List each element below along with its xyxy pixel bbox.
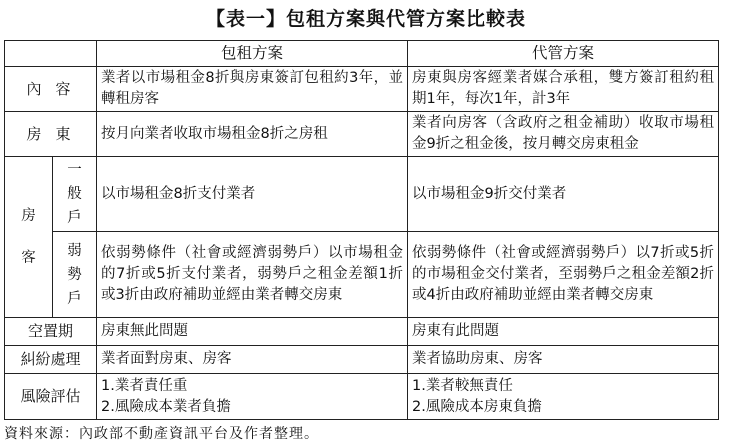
header-lease-plan: 包租方案	[97, 41, 408, 67]
risk-management-line: 2.風險成本房東負擔	[412, 398, 542, 415]
table-row	[5, 232, 719, 318]
risk-management-line: 1.業者較無責任	[412, 377, 513, 394]
vulnerable-lease-cell: 依弱勢條件（社會或經濟弱勢戶）以市場租金的7折或5折支付業者，弱勢戶之租金差額1折或3折由政府補助並經由業者轉交房東	[97, 232, 408, 318]
table-row	[5, 67, 719, 112]
table-row	[5, 346, 719, 374]
risk-management-cell	[408, 374, 719, 420]
general-label-char: 般	[67, 186, 82, 202]
row-label-content: 內容	[5, 67, 97, 112]
landlord-management-cell: 業者向房客（含政府之租金補助）收取市場租金9折之租金後，按月轉交房東租金	[408, 112, 719, 157]
general-label-char: 戶	[67, 210, 82, 226]
header-corner	[5, 41, 97, 67]
vacancy-management-cell: 房東有此問題	[408, 318, 719, 346]
table-row	[5, 157, 719, 232]
source-note: 資料來源：內政部不動產資訊平台及作者整理。	[4, 426, 319, 442]
dispute-lease-cell: 業者面對房東、房客	[97, 346, 408, 374]
comparison-table	[4, 40, 719, 420]
table-row	[5, 318, 719, 346]
table-row	[5, 374, 719, 420]
row-label-risk: 風險評估	[5, 374, 97, 420]
risk-lease-line: 2.風險成本業者負擔	[101, 398, 231, 415]
landlord-lease-cell: 按月向業者收取市場租金8折之房租	[97, 112, 408, 157]
vulnerable-label-char: 勢	[67, 266, 82, 283]
content-management-cell: 房東與房客經業者媒合承租，雙方簽訂租約租期1年，每次1年，計3年	[408, 67, 719, 112]
row-label-vulnerable	[53, 232, 97, 318]
table-title: 【表一】包租方案與代管方案比較表	[205, 8, 526, 30]
vacancy-lease-cell: 房東無此問題	[97, 318, 408, 346]
general-lease-cell: 以市場租金8折支付業者	[97, 157, 408, 232]
risk-lease-cell	[97, 374, 408, 420]
row-label-tenant	[5, 157, 53, 318]
vulnerable-label-char: 戶	[67, 290, 82, 307]
table-row	[5, 112, 719, 157]
vulnerable-management-cell: 依弱勢條件（社會或經濟弱勢戶）以7折或5折的市場租金交付業者，至弱勢戶之租金差額2折或4折由政府補助並經由業者轉交房東	[408, 232, 719, 318]
row-label-landlord: 房東	[5, 112, 97, 157]
risk-lease-line: 1.業者責任重	[101, 377, 188, 394]
header-row	[5, 41, 719, 67]
vulnerable-label-char: 弱	[67, 242, 82, 259]
header-management-plan: 代管方案	[408, 41, 719, 67]
tenant-label-char: 房	[21, 208, 36, 224]
general-label-char: 一	[67, 162, 82, 178]
content-lease-cell: 業者以市場租金8折與房東簽訂包租約3年，並轉租房客	[97, 67, 408, 112]
row-label-vacancy: 空置期	[5, 318, 97, 346]
tenant-label-char: 客	[21, 250, 36, 266]
row-label-general	[53, 157, 97, 232]
row-label-dispute: 糾紛處理	[5, 346, 97, 374]
dispute-management-cell: 業者協助房東、房客	[408, 346, 719, 374]
general-management-cell: 以市場租金9折交付業者	[408, 157, 719, 232]
